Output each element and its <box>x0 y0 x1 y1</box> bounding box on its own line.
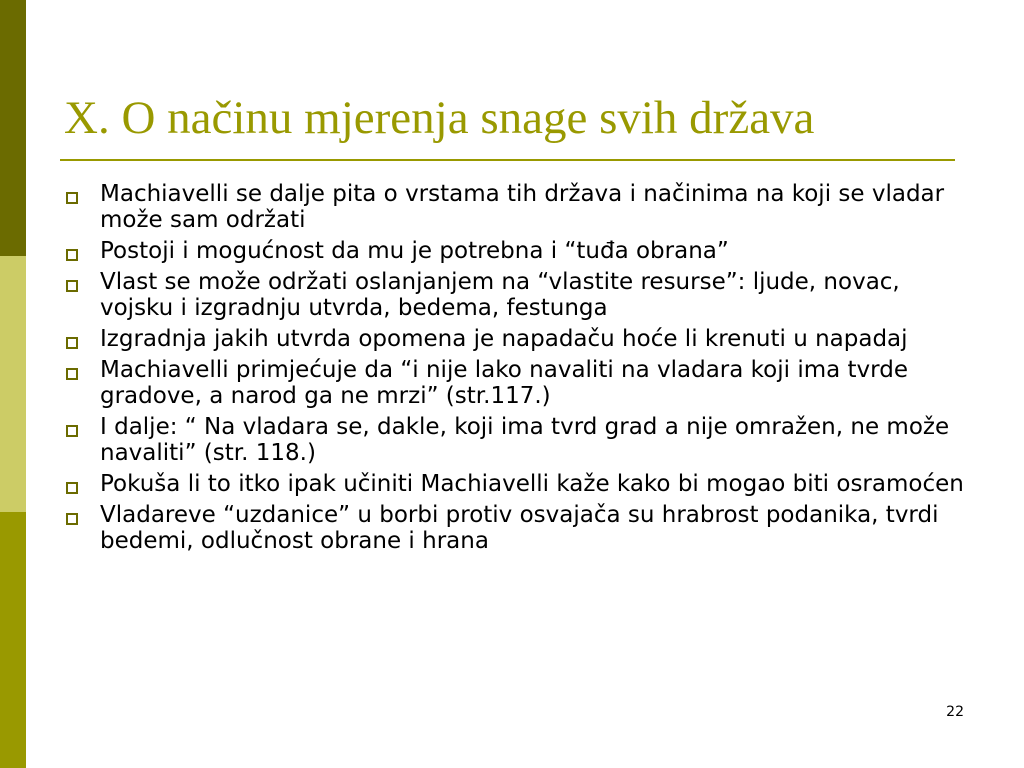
title-underline <box>60 159 955 161</box>
bullet-text: I dalje: “ Na vladara se, dakle, koji ima tvrd grad a nije omražen, ne može navaliti” (str. 118.) <box>100 414 950 466</box>
square-bullet-icon <box>66 249 78 261</box>
bullet-text: Vladareve “uzdanice” u borbi protiv osvajača su hrabrost podanika, tvrdi bedemi, odlučnost obrane i hrana <box>100 502 939 554</box>
left-accent-bar-bottom <box>0 512 26 768</box>
bullet-item <box>66 269 976 321</box>
bullet-list <box>66 181 976 559</box>
square-bullet-icon <box>66 337 78 349</box>
bullet-item <box>66 357 976 409</box>
slide-title: X. O načinu mjerenja snage svih država <box>64 92 815 144</box>
bullet-item <box>66 181 976 233</box>
bullet-item <box>66 471 976 497</box>
bullet-text: Machiavelli primjećuje da “i nije lako navaliti na vladara koji ima tvrde gradove, a narod ga ne mrzi” (str.117.) <box>100 357 908 409</box>
bullet-item <box>66 238 976 264</box>
left-accent-bar-top <box>0 0 26 256</box>
bullet-item <box>66 414 976 466</box>
bullet-text: Postoji i mogućnost da mu je potrebna i “tuđa obrana” <box>100 238 729 264</box>
bullet-text: Izgradnja jakih utvrda opomena je napadaču hoće li krenuti u napadaj <box>100 326 908 352</box>
bullet-text: Pokuša li to itko ipak učiniti Machiavelli kaže kako bi mogao biti osramoćen <box>100 471 964 497</box>
square-bullet-icon <box>66 192 78 204</box>
bullet-item <box>66 502 976 554</box>
square-bullet-icon <box>66 368 78 380</box>
square-bullet-icon <box>66 425 78 437</box>
page-number: 22 <box>946 704 964 720</box>
square-bullet-icon <box>66 280 78 292</box>
bullet-text: Vlast se može održati oslanjanjem na “vlastite resurse”: ljude, novac, vojsku i izgradnju utvrda, bedema, festunga <box>100 269 900 321</box>
square-bullet-icon <box>66 513 78 525</box>
left-accent-bar-middle <box>0 256 26 512</box>
bullet-item <box>66 326 976 352</box>
square-bullet-icon <box>66 482 78 494</box>
bullet-text: Machiavelli se dalje pita o vrstama tih država i načinima na koji se vladar može sam održati <box>100 181 945 233</box>
